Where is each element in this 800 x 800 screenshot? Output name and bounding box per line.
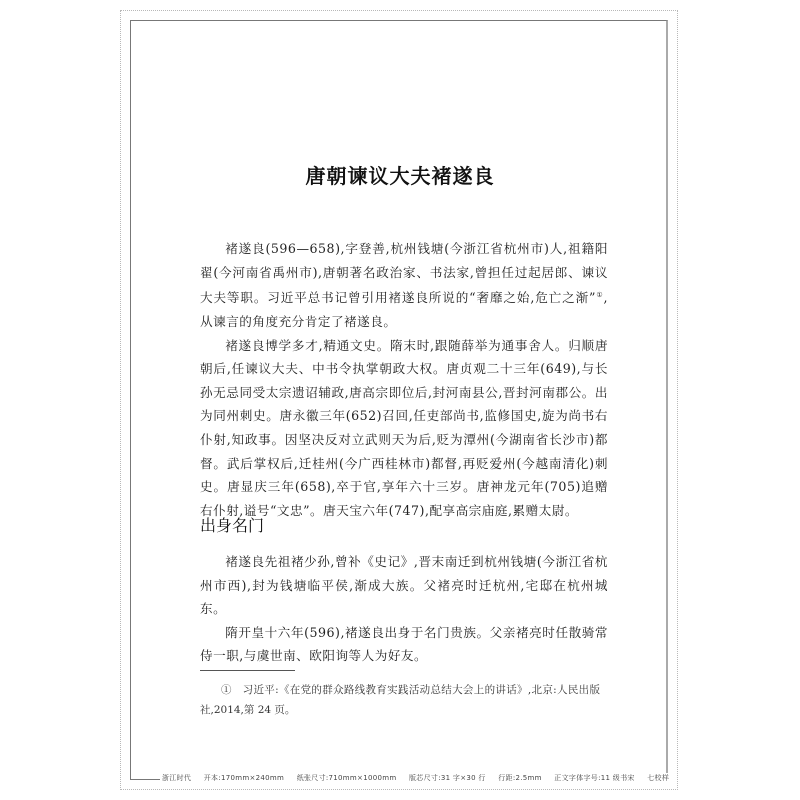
print-layout: 版芯尺寸:31 字×30 行 bbox=[409, 774, 486, 782]
print-proof: 七校样 bbox=[647, 774, 670, 782]
print-format: 开本:170mm×240mm bbox=[203, 774, 285, 782]
footnote-reference[interactable]: ① bbox=[595, 291, 604, 300]
intro-paragraph-1-text: 褚遂良(596—658),字登善,杭州钱塘(今浙江省杭州市)人,祖籍阳翟(今河南省禹州市),唐朝著名政治家、书法家,曾担任过起居郎、谏议大夫等职。习近平总书记曾引用褚遂良所说的“奢靡之始,危亡之渐” bbox=[200, 241, 608, 306]
section-paragraph-2: 隋开皇十六年(596),褚遂良出身于名门贵族。父亲褚亮时任散骑常侍一职,与虞世南、欧阳询等人为好友。 bbox=[200, 624, 608, 664]
intro-paragraph-2: 褚遂良博学多才,精通文史。隋末时,跟随薛举为通事舍人。归顺唐朝后,任谏议大夫、中书令执掌朝政大权。唐贞观二十三年(649),与长孙无忌同受太宗遗诏辅政,唐高宗即位后,封河南县公,晋封河南郡公。出为同州刺史。唐永徽三年(652)召回,任吏部尚书,监修国史,旋为尚书右仆射,知政事。因坚决反对立武则天为后,贬为潭州(今湖南省长沙市)都督。武后掌权后,迁桂州(今广西桂林市)都督,再贬爱州(今越南清化)刺史。唐显庆三年(658),卒于官,享年六十三岁。唐神龙元年(705)追赠右仆射,谥号“文忠”。唐天宝六年(747),配享高宗庙庭,累赠太尉。 bbox=[200, 337, 608, 518]
footnote bbox=[200, 680, 600, 720]
footnote-text: ① 习近平:《在党的群众路线教育实践活动总结大会上的讲话》,北京:人民出版社,2014,第 24 页。 bbox=[200, 684, 600, 716]
section-body bbox=[200, 550, 608, 668]
section-paragraph-1: 褚遂良先祖褚少孙,曾补《史记》,晋末南迁到杭州钱塘(今浙江省杭州市西),封为钱塘临平侯,渐成大族。父褚亮时迁杭州,宅邸在杭州城东。 bbox=[200, 554, 608, 617]
intro-section bbox=[200, 237, 608, 522]
section-heading: 出身名门 bbox=[200, 516, 265, 535]
article-title: 唐朝谏议大夫褚遂良 bbox=[305, 164, 495, 188]
print-publisher: 浙江时代 bbox=[162, 774, 192, 782]
print-info-footer bbox=[160, 773, 672, 783]
print-line-spacing: 行距:2.5mm bbox=[498, 774, 542, 782]
intro-paragraph-1-tail: ,从谏言的角度充分肯定了褚遂良。 bbox=[200, 290, 608, 329]
footnote-divider bbox=[200, 670, 295, 671]
print-font-size: 正文字体字号:11 级书宋 bbox=[554, 774, 635, 782]
print-paper-size: 纸张尺寸:710mm×1000mm bbox=[296, 774, 397, 782]
intro-paragraph-1 bbox=[200, 237, 608, 334]
